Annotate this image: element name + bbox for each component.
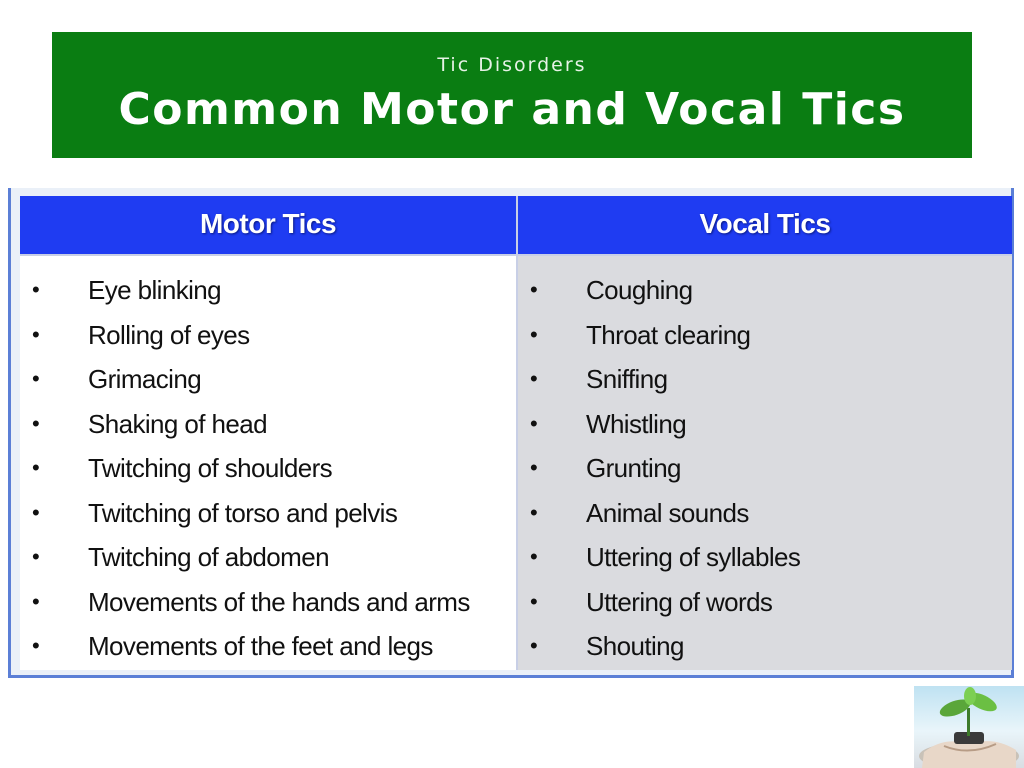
vocal-tic-item-label: Animal sounds bbox=[586, 497, 749, 528]
bullet-icon: • bbox=[530, 455, 538, 480]
motor-tic-item-label: Twitching of torso and pelvis bbox=[88, 497, 398, 528]
motor-tic-item bbox=[20, 580, 516, 625]
bullet-icon: • bbox=[32, 633, 40, 658]
motor-tic-item bbox=[20, 313, 516, 358]
vocal-tic-item bbox=[518, 446, 1012, 491]
tics-table-body bbox=[20, 196, 1012, 670]
bullet-icon: • bbox=[530, 410, 538, 436]
vocal-tic-item-label: Coughing bbox=[586, 275, 693, 305]
bullet-icon: • bbox=[530, 544, 538, 569]
motor-tic-item-label: Twitching of shoulders bbox=[88, 453, 333, 483]
vocal-tic-item bbox=[518, 313, 1012, 358]
motor-tic-item-label: Movements of the hands and arms bbox=[88, 586, 470, 617]
bullet-icon: • bbox=[32, 277, 40, 302]
motor-tic-item-label: Grimacing bbox=[88, 364, 202, 394]
vocal-tic-item bbox=[518, 624, 1012, 669]
vocal-tic-item bbox=[518, 580, 1012, 625]
vocal-tic-item-label: Uttering of syllables bbox=[586, 542, 801, 572]
vocal-tic-item-label: Sniffing bbox=[586, 364, 668, 394]
motor-tic-item bbox=[20, 624, 516, 669]
slide-subtitle: Tic Disorders bbox=[437, 54, 587, 76]
bullet-icon: • bbox=[32, 321, 40, 347]
vocal-tics-column bbox=[518, 254, 1012, 670]
vocal-tics-header: Vocal Tics bbox=[518, 196, 1012, 254]
bullet-icon: • bbox=[530, 321, 538, 347]
motor-tic-item bbox=[20, 402, 516, 447]
motor-tic-item bbox=[20, 491, 516, 536]
bullet-icon: • bbox=[530, 633, 538, 658]
slide-title-banner bbox=[52, 32, 972, 158]
motor-tic-item bbox=[20, 268, 516, 313]
motor-tic-item bbox=[20, 357, 516, 402]
vocal-tic-item bbox=[518, 402, 1012, 447]
motor-tics-column bbox=[20, 254, 516, 670]
seedling-in-hands-icon bbox=[914, 686, 1024, 768]
motor-tics-list bbox=[20, 268, 516, 669]
motor-tic-item-label: Eye blinking bbox=[88, 275, 221, 305]
vocal-tic-item-label: Throat clearing bbox=[586, 319, 751, 350]
bullet-icon: • bbox=[530, 588, 538, 614]
vocal-tic-item-label: Whistling bbox=[586, 408, 687, 439]
vocal-tic-item-label: Grunting bbox=[586, 453, 681, 483]
vocal-tic-item-label: Uttering of words bbox=[586, 586, 773, 617]
motor-tic-item bbox=[20, 535, 516, 580]
vocal-tic-item bbox=[518, 535, 1012, 580]
vocal-tics-list bbox=[518, 268, 1012, 669]
bullet-icon: • bbox=[530, 499, 538, 525]
bullet-icon: • bbox=[32, 544, 40, 569]
bullet-icon: • bbox=[32, 588, 40, 614]
bullet-icon: • bbox=[32, 410, 40, 436]
bullet-icon: • bbox=[32, 455, 40, 480]
motor-tic-item-label: Movements of the feet and legs bbox=[88, 631, 433, 661]
vocal-tic-item bbox=[518, 268, 1012, 313]
motor-tic-item-label: Rolling of eyes bbox=[88, 319, 250, 350]
slide-title: Common Motor and Vocal Tics bbox=[118, 84, 906, 135]
vocal-tic-item-label: Shouting bbox=[586, 631, 684, 661]
motor-tic-item bbox=[20, 446, 516, 491]
motor-tic-item-label: Twitching of abdomen bbox=[88, 542, 329, 572]
bullet-icon: • bbox=[32, 499, 40, 525]
vocal-tic-item bbox=[518, 491, 1012, 536]
motor-tics-header: Motor Tics bbox=[20, 196, 516, 254]
motor-tic-item-label: Shaking of head bbox=[88, 408, 267, 439]
bullet-icon: • bbox=[32, 366, 40, 391]
tics-table bbox=[8, 188, 1014, 678]
bullet-icon: • bbox=[530, 366, 538, 391]
vocal-tic-item bbox=[518, 357, 1012, 402]
bullet-icon: • bbox=[530, 277, 538, 302]
